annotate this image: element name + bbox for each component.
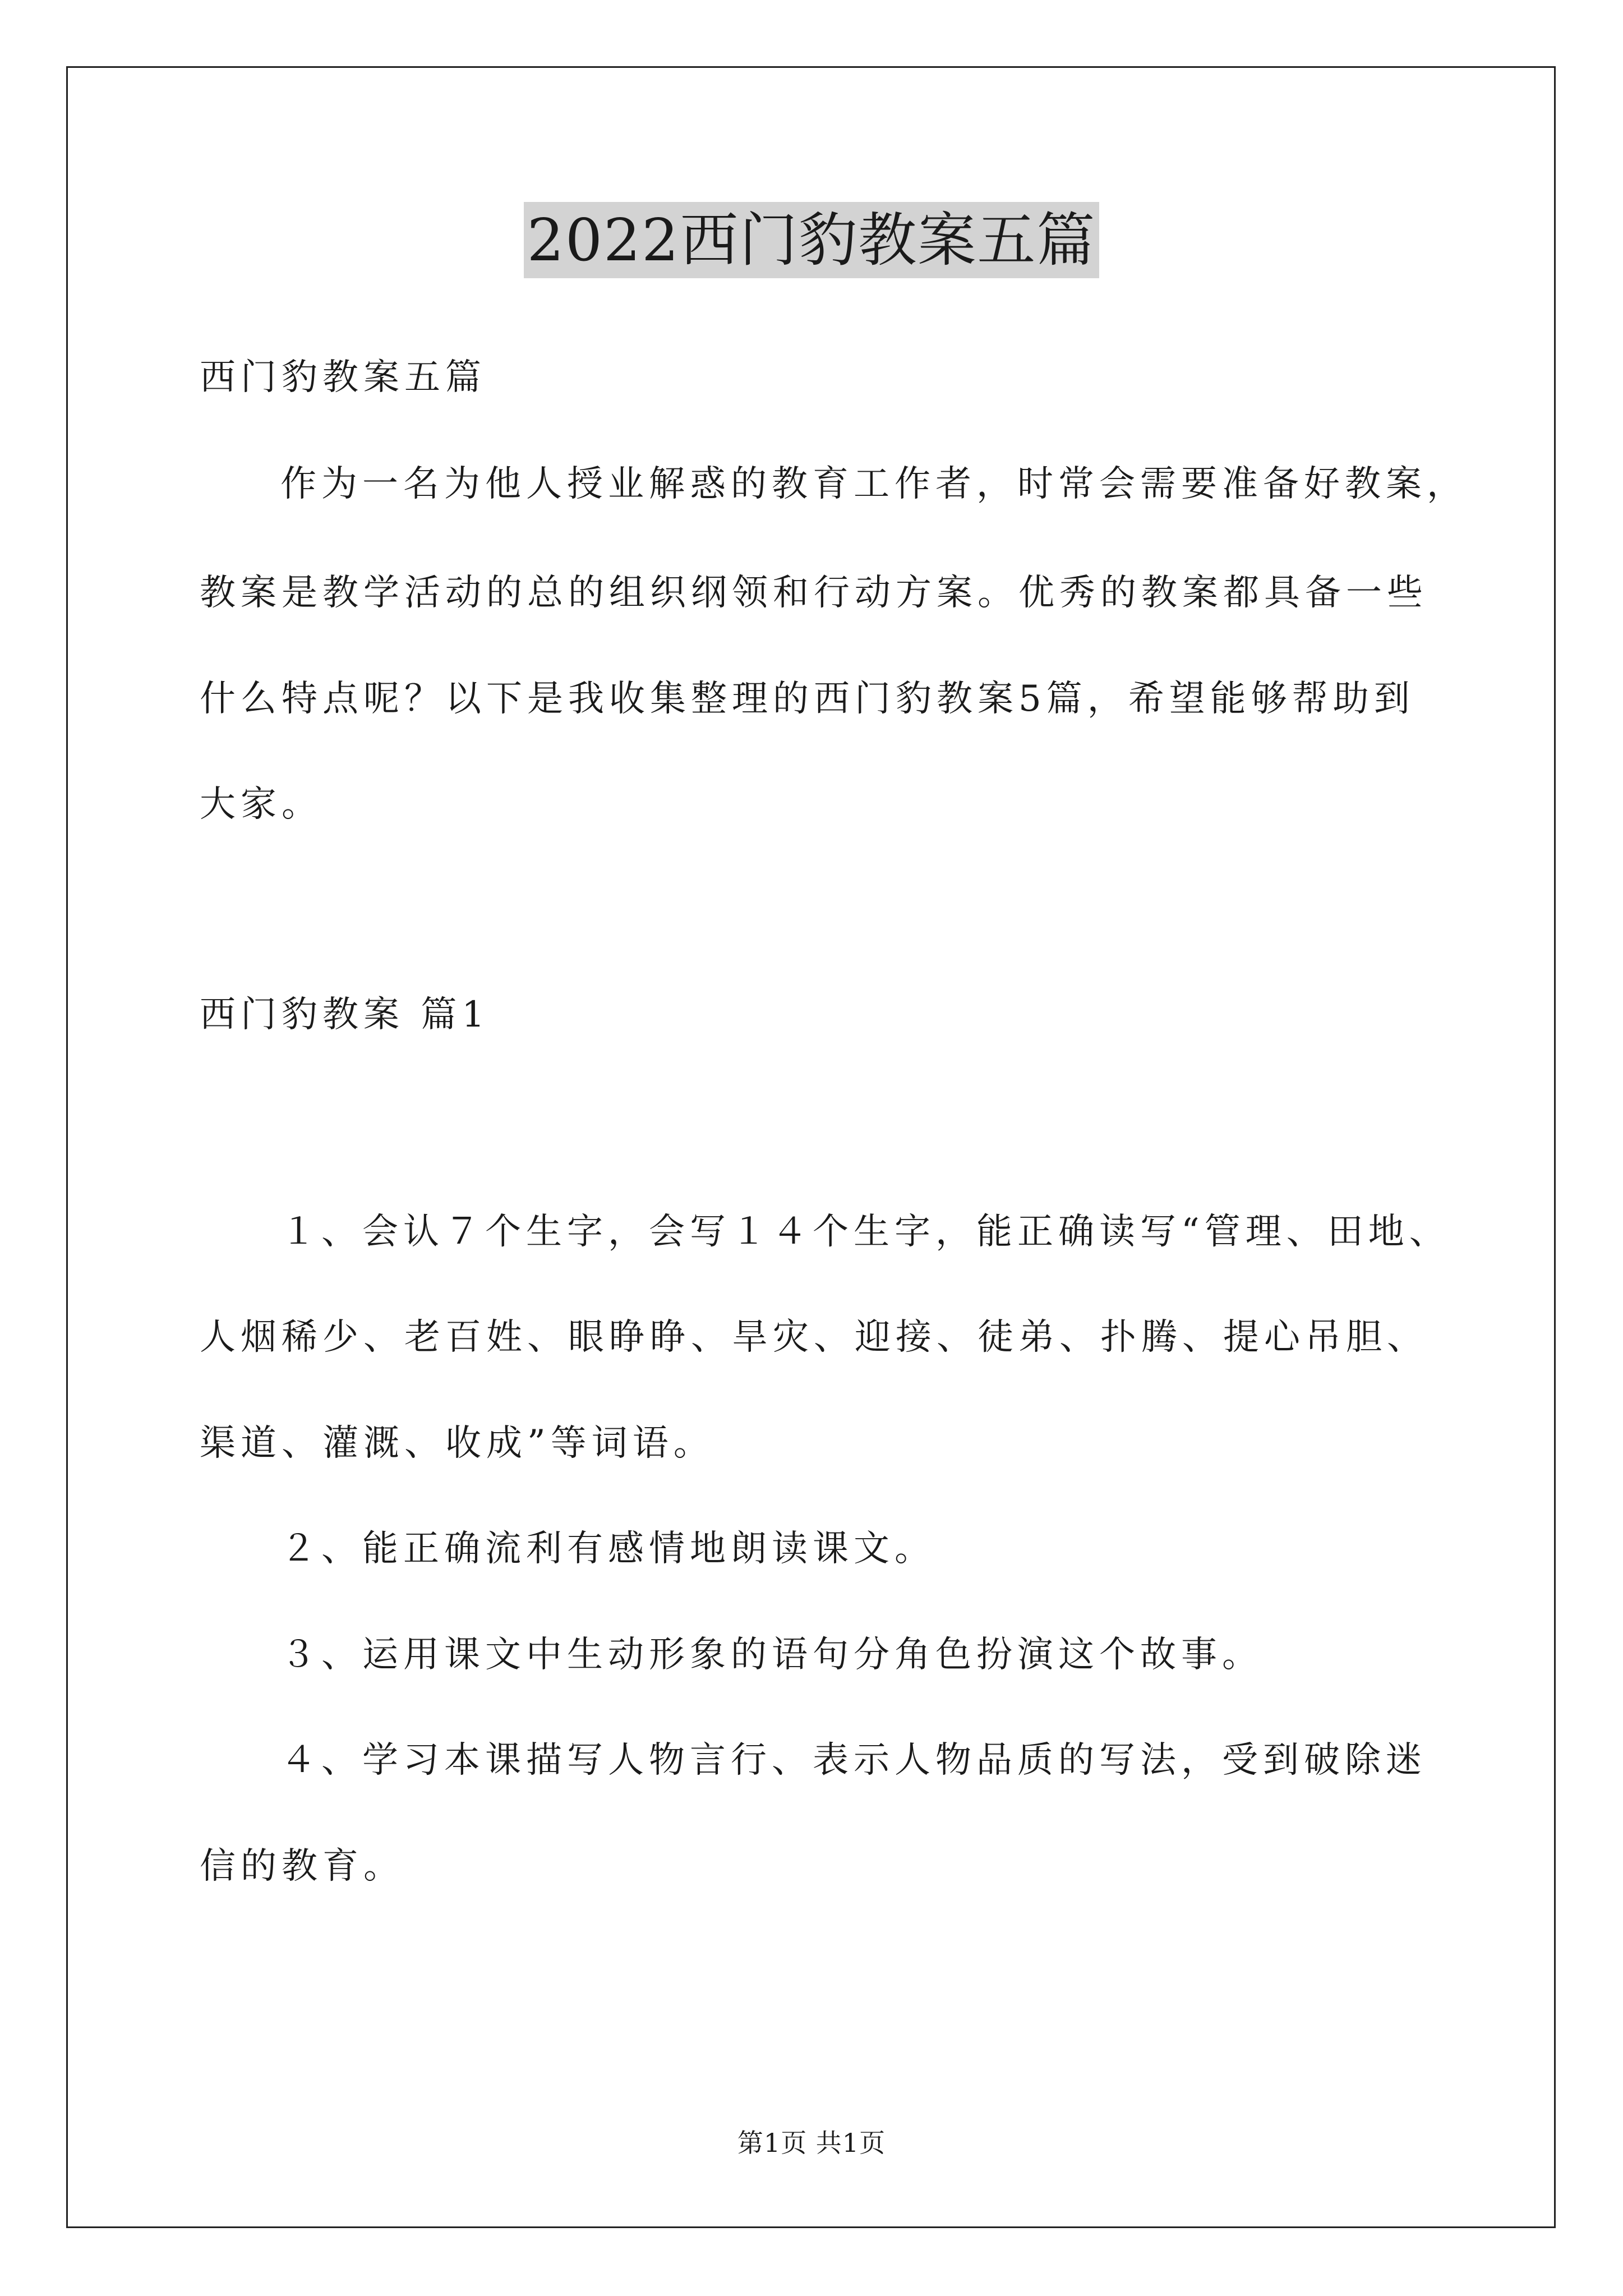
objective-line-3: 渠道、灌溉、收成”等词语。 <box>200 1423 714 1464</box>
document-subtitle: 西门豹教案五篇 <box>200 357 486 398</box>
title-container <box>0 202 1623 278</box>
page-footer: 第1页 共1页 <box>737 2128 886 2158</box>
objective-line-7: 信的教育。 <box>200 1846 404 1887</box>
objective-line-5: ３、运用课文中生动形象的语句分角色扮演这个故事。 <box>280 1634 1263 1676</box>
objective-line-4: ２、能正确流利有感情地朗读课文。 <box>280 1528 935 1570</box>
objective-line-1: １、会认７个生字，会写１４个生字，能正确读写“管理、田地、 <box>280 1211 1450 1253</box>
objective-line-2: 人烟稀少、老百姓、眼睁睁、旱灾、迎接、徒弟、扑腾、提心吊胆、 <box>200 1317 1428 1358</box>
intro-line-2: 教案是教学活动的总的组织纲领和行动方案。优秀的教案都具备一些 <box>200 572 1428 614</box>
objective-line-6: ４、学习本课描写人物言行、表示人物品质的写法，受到破除迷 <box>280 1740 1427 1781</box>
section-heading: 西门豹教案 篇1 <box>200 994 490 1036</box>
intro-line-1: 作为一名为他人授业解惑的教育工作者，时常会需要准备好教案， <box>280 463 1468 505</box>
intro-line-4: 大家。 <box>200 784 322 825</box>
document-title: 2022西门豹教案五篇 <box>524 202 1100 278</box>
intro-line-3: 什么特点呢？以下是我收集整理的西门豹教案5篇，希望能够帮助到 <box>200 678 1415 720</box>
